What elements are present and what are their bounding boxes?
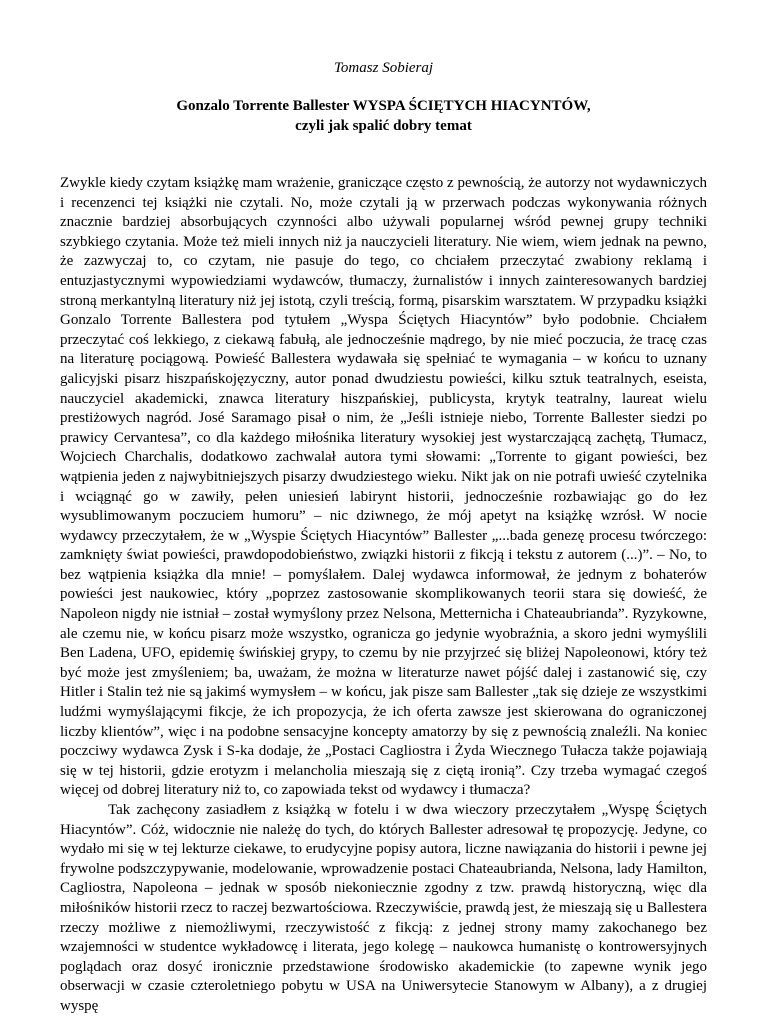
title-line-1: Gonzalo Torrente Ballester WYSPA ŚCIĘTYCH HIACYNTÓW, (176, 98, 591, 114)
title-line-2: czyli jak spalić dobry temat (295, 118, 472, 134)
author-name: Tomasz Sobieraj (333, 60, 434, 76)
article-body (60, 174, 707, 1017)
document-page (60, 58, 707, 1017)
paragraph-1: Zwykle kiedy czytam książkę mam wrażenie, graniczące często z pewnością, że autorzy not wydawniczych i recenzenci tej książki nie czytali. No, może czytali ją w przerwach podczas wykonywania różnych znacznie bardziej absorbujących czynności albo używali popularnej wśród pewnej grupy techniki szybkiego czytania. Może też mieli innych niż ja nauczycieli literatury. Nie wiem, wiem jednak na pewno, że zazwyczaj to, co czytam, nie pasuje do tego, co chciałem przeczytać zwabiony reklamą i entuzjastycznymi wypowiedziami wydawców, tłumaczy, żurnalistów i innych zainteresowanych bardziej stroną merkantylną literatury niż jej istotą, czyli treścią, formą, pisarskim warsztatem. W przypadku książki Gonzalo Torrente Ballestera pod tytułem „Wyspa Ściętych Hiacyntów” było podobnie. Chciałem przeczytać coś lekkiego, z ciekawą fabułą, ale jednocześnie mądrego, by nie mieć poczucia, że tracę czas na literaturę pociągową. Powieść Ballestera wydawała się spełniać te wymagania – w końcu to uznany galicyjski pisarz hiszpańskojęzyczny, autor ponad dwudziestu powieści, kilku sztuk teatralnych, eseista, nauczyciel akademicki, znawca literatury hiszpańskiej, publicysta, krytyk teatralny, laureat wielu prestiżowych nagród. José Saramago pisał o nim, że „Jeśli istnieje niebo, Torrente Ballester siedzi po prawicy Cervantesa”, co dla każdego miłośnika literatury wysokiej jest wystarczającą zachętą, Tłumacz, Wojciech Charchalis, dodatkowo zachwalał autora tymi słowami: „Torrente to gigant powieści, bez wątpienia jeden z najwybitniejszych pisarzy dwudziestego wieku. Nikt jak on nie potrafi uwieść czytelnika i wciągnąć go w zawiły, pełen uniesień labirynt historii, jednocześnie rozbawiając go do łez wysublimowanym poczuciem humoru” – nic dziwnego, że mój apetyt na książkę wzrósł. W nocie wydawcy przeczytałem, że w „Wyspie Ściętych Hiacyntów” Ballester „...bada genezę procesu twórczego: zamknięty świat powieści, prawdopodobieństwo, związki historii z fikcją i tekstu z autorem (...)”. – No, to bez wątpienia książka dla mnie! – pomyślałem. Dalej wydawca informował, że jednym z bohaterów powieści jest naukowiec, który „poprzez zastosowanie skomplikowanych teorii stara się dowieść, że Napoleon nigdy nie istniał – został wymyślony przez Nelsona, Metternicha i Chateaubrianda”. Ryzykowne, ale czemu nie, w końcu pisarz może wszystko, ogranicza go jedynie wyobraźnia, a skoro jedni wymyślili Ben Ladena, UFO, epidemię świńskiej grypy, to czemu by nie przyjrzeć się bliżej Napoleonowi, który też być może jest zmyśleniem; ba, uważam, że można w literaturze nawet pójść dalej i zastanowić się, czy Hitler i Stalin też nie są jakimś wymysłem – w końcu, jak pisze sam Ballester „tak się dzieje ze wszystkimi ludźmi wymyślającymi fikcje, że ich propozycja, że ich oferta zawsze jest skierowana do ograniczonej liczby klientów”, więc i na podobne sensacyjne koncepty amatorzy by się z pewnością znaleźli. Na koniec poczciwy wydawca Zysk i S-ka dodaje, że „Postaci Cagliostra i Żyda Wiecznego Tułacza także pojawiają się w tej historii, gdzie erotyzm i melancholia mieszają się z ciętą ironią”. Czy trzeba wymagać czegoś więcej od dobrej literatury niż to, co zapowiada tekst od wydawcy i tłumacza? (60, 175, 707, 799)
document-title (60, 96, 707, 136)
paragraph-2: Tak zachęcony zasiadłem z książką w fotelu i w dwa wieczory przeczytałem „Wyspę Ściętych Hiacyntów”. Cóż, widocznie nie należę do tych, do których Ballester adresował tę propozycję. Jedyne, co wydało mi się w tej lekturze ciekawe, to erudycyjne popisy autora, liczne nawiązania do historii i pewne jej frywolne podszczypywanie, modelowanie, wprowadzenie postaci Chateaubrianda, Nelsona, lady Hamilton, Cagliostra, Napoleona – jednak w sposób niekoniecznie zgodny z tzw. prawdą historyczną, więc dla miłośników historii rzecz to raczej bezwartościowa. Rzeczywiście, prawdą jest, że mieszają się u Ballestera rzeczy możliwe z niemożliwymi, rzeczywistość z fikcją: z jednej strony mamy zakochanego bez wzajemności w studentce wykładowcę i literata, jego kolegę – naukowca humanistę o kontrowersyjnych poglądach oraz dosyć ironicznie przedstawione środowisko akademickie (to zapewne wynik jego obserwacji w czasie czteroletniego pobytu w USA na Uniwersytecie Stanowym w Albany), a z drugiej wyspę (60, 802, 707, 1014)
